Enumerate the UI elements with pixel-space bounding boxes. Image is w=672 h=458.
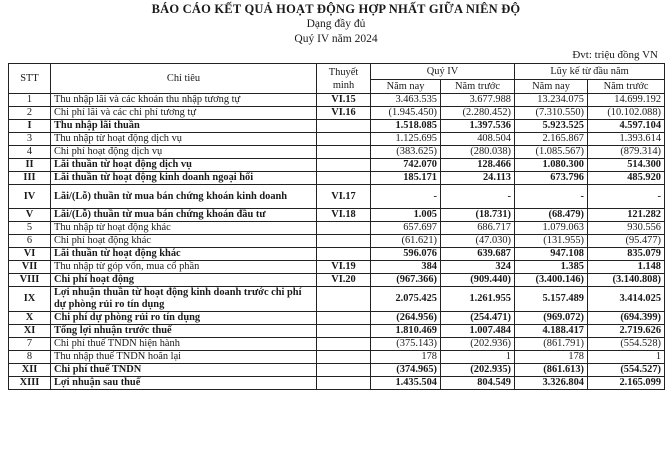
- header-quarter: Quý IV: [371, 64, 515, 80]
- income-statement-table: [8, 63, 665, 390]
- header-chi-tieu: Chỉ tiêu: [51, 64, 317, 94]
- row-label: Lợi nhuận thuần từ hoạt động kinh doanh trước chi phí dự phòng rủi ro tín dụng: [51, 287, 317, 312]
- table-row: [9, 274, 665, 287]
- row-quarter-previous: 1.007.484: [441, 325, 515, 338]
- report-subtitle: Dạng đầy đủ: [306, 18, 366, 30]
- row-ytd-previous: 3.414.025: [588, 287, 665, 312]
- row-quarter-previous: -: [441, 185, 515, 209]
- row-ytd-previous: 2.165.099: [588, 377, 665, 390]
- row-ytd-current: (861.613): [515, 364, 588, 377]
- row-quarter-current: (967.366): [371, 274, 441, 287]
- row-ytd-previous: 1.148: [588, 261, 665, 274]
- row-quarter-current: 2.075.425: [371, 287, 441, 312]
- row-note: [317, 172, 371, 185]
- row-stt: VI: [9, 248, 51, 261]
- row-ytd-previous: (554.527): [588, 364, 665, 377]
- row-label: Chi phí hoạt động khác: [51, 235, 317, 248]
- row-quarter-current: -: [371, 185, 441, 209]
- row-quarter-current: 657.697: [371, 222, 441, 235]
- row-stt: XI: [9, 325, 51, 338]
- table-row: [9, 261, 665, 274]
- row-quarter-previous: 3.677.988: [441, 94, 515, 107]
- row-note: VI.19: [317, 261, 371, 274]
- row-quarter-previous: 1: [441, 351, 515, 364]
- row-ytd-current: 1.079.063: [515, 222, 588, 235]
- report-period: Quý IV năm 2024: [294, 33, 378, 45]
- row-label: Lợi nhuận sau thuế: [51, 377, 317, 390]
- row-stt: 6: [9, 235, 51, 248]
- row-label: Chi phí thuế TNDN: [51, 364, 317, 377]
- row-quarter-current: 384: [371, 261, 441, 274]
- row-stt: XII: [9, 364, 51, 377]
- row-ytd-current: 5.157.489: [515, 287, 588, 312]
- row-ytd-previous: 4.597.104: [588, 120, 665, 133]
- row-label: Lãi/(Lỗ) thuần từ mua bán chứng khoán kinh doanh: [51, 185, 317, 209]
- row-stt: 4: [9, 146, 51, 159]
- header-stt: STT: [9, 64, 51, 94]
- row-note: VI.15: [317, 94, 371, 107]
- row-ytd-previous: 1: [588, 351, 665, 364]
- row-quarter-previous: (202.935): [441, 364, 515, 377]
- row-quarter-current: (1.945.450): [371, 107, 441, 120]
- row-label: Chi phí dự phòng rủi ro tín dụng: [51, 312, 317, 325]
- row-ytd-current: (861.791): [515, 338, 588, 351]
- row-quarter-current: 742.070: [371, 159, 441, 172]
- header-ytd-previous-year: Năm trước: [588, 80, 665, 94]
- row-stt: V: [9, 209, 51, 222]
- row-note: VI.18: [317, 209, 371, 222]
- row-label: Thu nhập thuế TNDN hoãn lại: [51, 351, 317, 364]
- row-label: Lãi thuần từ hoạt động khác: [51, 248, 317, 261]
- row-ytd-current: (969.072): [515, 312, 588, 325]
- row-quarter-current: 1.518.085: [371, 120, 441, 133]
- table-row: [9, 235, 665, 248]
- row-ytd-current: 1.385: [515, 261, 588, 274]
- row-quarter-previous: 1.261.955: [441, 287, 515, 312]
- row-note: [317, 222, 371, 235]
- row-stt: 3: [9, 133, 51, 146]
- row-stt: III: [9, 172, 51, 185]
- row-label: Chi phí hoạt động dịch vụ: [51, 146, 317, 159]
- row-ytd-current: 178: [515, 351, 588, 364]
- row-note: [317, 312, 371, 325]
- row-stt: IX: [9, 287, 51, 312]
- row-ytd-previous: (694.399): [588, 312, 665, 325]
- row-ytd-previous: 514.300: [588, 159, 665, 172]
- row-note: [317, 146, 371, 159]
- table-row: [9, 146, 665, 159]
- table-row: [9, 94, 665, 107]
- row-ytd-previous: (879.314): [588, 146, 665, 159]
- table-row: [9, 120, 665, 133]
- table-row: [9, 185, 665, 209]
- row-quarter-current: 178: [371, 351, 441, 364]
- row-quarter-previous: 686.717: [441, 222, 515, 235]
- row-label: Chi phí hoạt động: [51, 274, 317, 287]
- row-ytd-current: 3.326.804: [515, 377, 588, 390]
- row-note: [317, 159, 371, 172]
- row-quarter-previous: 128.466: [441, 159, 515, 172]
- row-stt: XIII: [9, 377, 51, 390]
- row-stt: 2: [9, 107, 51, 120]
- row-label: Thu nhập từ góp vốn, mua cổ phần: [51, 261, 317, 274]
- row-quarter-previous: (47.030): [441, 235, 515, 248]
- currency-unit: Đvt: triệu đồng VN: [572, 49, 658, 61]
- row-ytd-previous: 1.393.614: [588, 133, 665, 146]
- header-ytd-current-year: Năm nay: [515, 80, 588, 94]
- row-quarter-previous: (909.440): [441, 274, 515, 287]
- row-label: Thu nhập lãi và các khoản thu nhập tương tự: [51, 94, 317, 107]
- table-row: [9, 172, 665, 185]
- row-quarter-previous: (254.471): [441, 312, 515, 325]
- row-ytd-current: 673.796: [515, 172, 588, 185]
- row-stt: II: [9, 159, 51, 172]
- row-ytd-previous: 121.282: [588, 209, 665, 222]
- table-row: [9, 338, 665, 351]
- row-stt: 1: [9, 94, 51, 107]
- header-year-to-date: Lũy kế từ đầu năm: [515, 64, 665, 80]
- row-quarter-current: (61.621): [371, 235, 441, 248]
- header-quarter-current-year: Năm nay: [371, 80, 441, 94]
- row-stt: 5: [9, 222, 51, 235]
- row-quarter-current: 185.171: [371, 172, 441, 185]
- row-quarter-current: 596.076: [371, 248, 441, 261]
- row-note: VI.16: [317, 107, 371, 120]
- row-note: [317, 351, 371, 364]
- row-ytd-current: 4.188.417: [515, 325, 588, 338]
- row-ytd-current: 2.165.867: [515, 133, 588, 146]
- row-ytd-previous: (10.102.088): [588, 107, 665, 120]
- table-row: [9, 325, 665, 338]
- row-note: [317, 287, 371, 312]
- row-note: VI.17: [317, 185, 371, 209]
- report-title: BÁO CÁO KẾT QUẢ HOẠT ĐỘNG HỢP NHẤT GIỮA NIÊN ĐỘ: [151, 2, 521, 16]
- row-stt: 7: [9, 338, 51, 351]
- row-note: [317, 120, 371, 133]
- row-quarter-previous: 24.113: [441, 172, 515, 185]
- row-stt: X: [9, 312, 51, 325]
- row-ytd-previous: (554.528): [588, 338, 665, 351]
- row-label: Chi phí lãi và các chi phí tương tự: [51, 107, 317, 120]
- row-quarter-previous: (202.936): [441, 338, 515, 351]
- row-ytd-current: -: [515, 185, 588, 209]
- table-row: [9, 312, 665, 325]
- row-stt: VIII: [9, 274, 51, 287]
- table-row: [9, 133, 665, 146]
- table-row: [9, 107, 665, 120]
- row-ytd-previous: 930.556: [588, 222, 665, 235]
- row-ytd-previous: 14.699.192: [588, 94, 665, 107]
- row-note: [317, 377, 371, 390]
- table-row: [9, 222, 665, 235]
- row-label: Thu nhập từ hoạt động dịch vụ: [51, 133, 317, 146]
- row-label: Lãi thuần từ hoạt động dịch vụ: [51, 159, 317, 172]
- row-quarter-current: (374.965): [371, 364, 441, 377]
- row-stt: VII: [9, 261, 51, 274]
- row-stt: I: [9, 120, 51, 133]
- row-ytd-previous: -: [588, 185, 665, 209]
- row-quarter-current: (375.143): [371, 338, 441, 351]
- row-ytd-previous: 485.920: [588, 172, 665, 185]
- row-quarter-current: 1.125.695: [371, 133, 441, 146]
- row-ytd-previous: 835.079: [588, 248, 665, 261]
- row-ytd-current: (68.479): [515, 209, 588, 222]
- row-quarter-previous: (18.731): [441, 209, 515, 222]
- row-stt: IV: [9, 185, 51, 209]
- row-ytd-previous: 2.719.626: [588, 325, 665, 338]
- table-row: [9, 287, 665, 312]
- row-note: VI.20: [317, 274, 371, 287]
- row-label: Lãi thuần từ hoạt động kinh doanh ngoại hối: [51, 172, 317, 185]
- row-ytd-current: 13.234.075: [515, 94, 588, 107]
- row-ytd-previous: (3.140.808): [588, 274, 665, 287]
- row-quarter-previous: (280.038): [441, 146, 515, 159]
- row-note: [317, 325, 371, 338]
- row-quarter-current: 3.463.535: [371, 94, 441, 107]
- row-ytd-current: 947.108: [515, 248, 588, 261]
- table-row: [9, 364, 665, 377]
- row-ytd-current: (131.955): [515, 235, 588, 248]
- row-label: Thu nhập lãi thuần: [51, 120, 317, 133]
- table-row: [9, 377, 665, 390]
- row-label: Lãi/(Lỗ) thuần từ mua bán chứng khoán đầu tư: [51, 209, 317, 222]
- row-quarter-current: (264.956): [371, 312, 441, 325]
- table-row: [9, 351, 665, 364]
- row-note: [317, 248, 371, 261]
- row-ytd-previous: (95.477): [588, 235, 665, 248]
- table-row: [9, 159, 665, 172]
- row-note: [317, 364, 371, 377]
- row-ytd-current: 5.923.525: [515, 120, 588, 133]
- row-label: Tổng lợi nhuận trước thuế: [51, 325, 317, 338]
- row-note: [317, 338, 371, 351]
- row-quarter-previous: (2.280.452): [441, 107, 515, 120]
- row-label: Thu nhập từ hoạt động khác: [51, 222, 317, 235]
- row-stt: 8: [9, 351, 51, 364]
- row-quarter-current: (383.625): [371, 146, 441, 159]
- row-quarter-current: 1.810.469: [371, 325, 441, 338]
- row-note: [317, 235, 371, 248]
- row-ytd-current: (7.310.550): [515, 107, 588, 120]
- table-row: [9, 209, 665, 222]
- table-row: [9, 248, 665, 261]
- row-note: [317, 133, 371, 146]
- row-quarter-current: 1.435.504: [371, 377, 441, 390]
- header-quarter-previous-year: Năm trước: [441, 80, 515, 94]
- row-label: Chi phí thuế TNDN hiện hành: [51, 338, 317, 351]
- row-quarter-previous: 324: [441, 261, 515, 274]
- row-ytd-current: (1.085.567): [515, 146, 588, 159]
- row-quarter-previous: 408.504: [441, 133, 515, 146]
- header-thuyet-minh: Thuyết minh: [317, 64, 371, 94]
- row-ytd-current: 1.080.300: [515, 159, 588, 172]
- row-ytd-current: (3.400.146): [515, 274, 588, 287]
- row-quarter-previous: 1.397.536: [441, 120, 515, 133]
- row-quarter-previous: 639.687: [441, 248, 515, 261]
- row-quarter-current: 1.005: [371, 209, 441, 222]
- row-quarter-previous: 804.549: [441, 377, 515, 390]
